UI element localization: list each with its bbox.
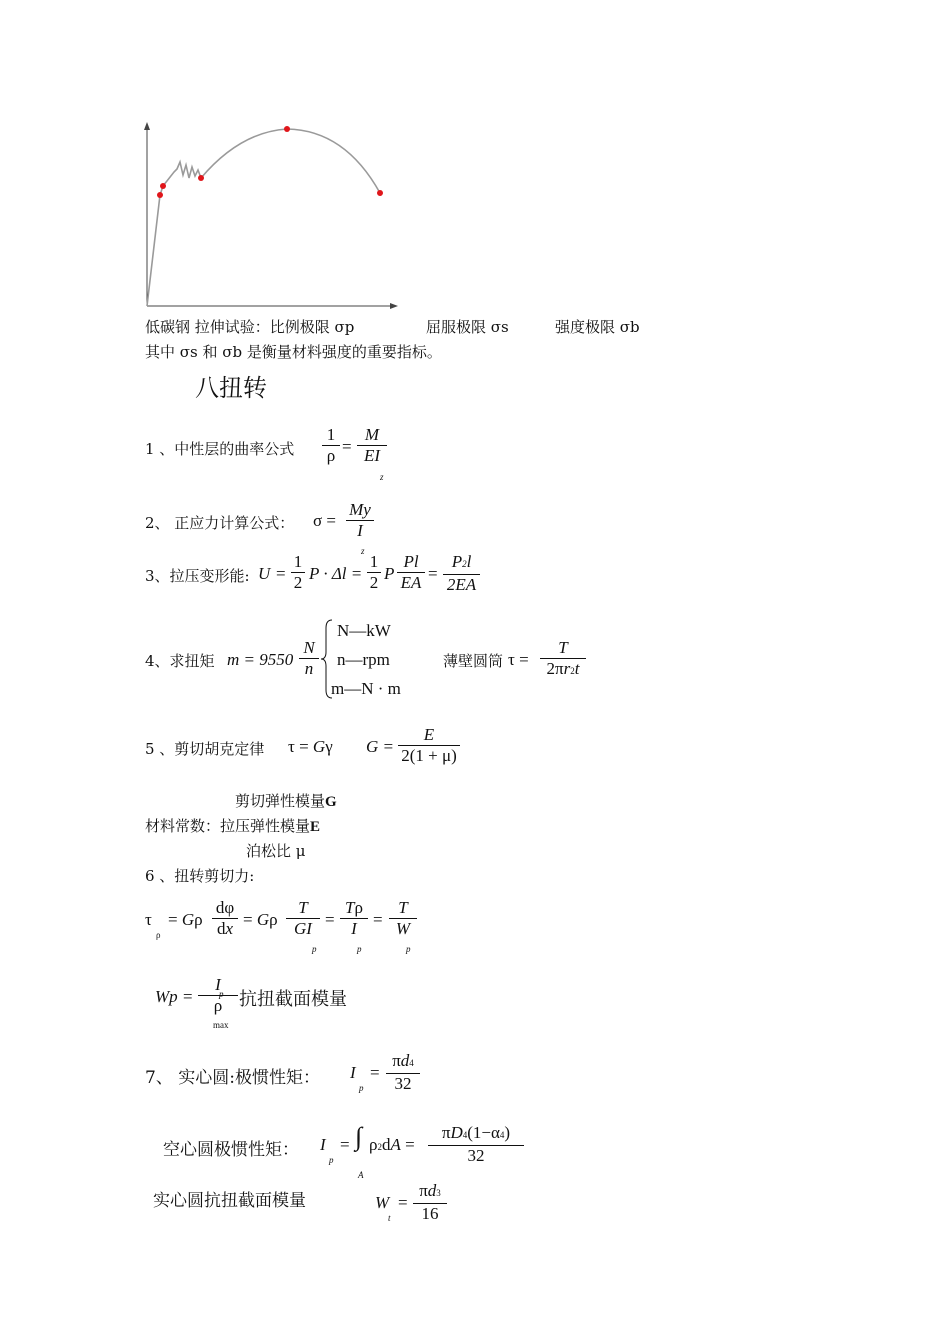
curve-caption-line2: 其中 σs 和 σb 是衡量材料强度的重要指标。 [145,343,442,361]
x-axis-arrow [390,303,398,309]
subscript-p4: p [219,989,224,999]
formula-Ip: I [350,1063,356,1082]
formula-Trho-I: Tρ I [340,898,368,939]
formula-eq7: = [370,1063,380,1082]
y-axis-arrow [144,122,150,130]
formula-U: U [258,564,271,583]
item1-label: 1 、中性层的曲率公式 [145,440,295,458]
formula-G-fraction: E 2(1 + μ) [398,725,460,766]
integral-sign: ∫ [355,1122,363,1151]
const-poisson: 泊松比 μ [246,842,306,860]
formula-equals: = [342,437,352,456]
fracture-point [377,190,383,196]
formula-eq8a: = [340,1135,350,1154]
formula-Ip2: I [320,1135,326,1154]
formula-solid-Wt: πd3 16 [413,1181,447,1224]
formula-Wp: Wp = [155,987,194,1006]
hollow-label: 空心圆极惯性矩： [163,1140,299,1160]
formula-p2l-2ea: P2l 2EA [443,552,480,595]
formula-eq6c: = [325,910,335,929]
subscript-max: max [213,1020,229,1030]
formula-eq3b: = [428,564,438,583]
formula-eq6b: = Gρ [243,910,278,929]
formula-dphi-dx: dφ dx [212,898,238,939]
formula-T-W: T W [389,898,417,939]
subscript-p1: p [312,944,317,954]
elastic-limit-point [160,183,166,189]
wp-label: 抗扭截面模量 [239,989,347,1010]
curve-caption-yield: 屈服极限 σs [426,318,509,336]
formula-half-b: 1 2 [367,552,381,593]
const-shear [235,792,337,811]
subscript-A: A [358,1170,364,1180]
formula-normal-stress: My I [346,500,374,541]
const-shear-label: 剪切弹性模量 [235,792,326,810]
formula-tau: τ = [508,650,529,669]
solid-modulus-label: 实心圆抗扭截面模量 [153,1191,306,1211]
yield-point [198,175,204,181]
formula-N-over-n: N n [299,638,319,679]
subscript-p6: p [329,1155,334,1165]
subscript-rho: ρ [156,930,161,940]
const-tension [145,817,320,836]
formula-tau-rho: τ [145,910,152,929]
subscript-p5: p [359,1083,364,1093]
item5-label: 5 、剪切胡克定律 [145,740,265,758]
subscript-z2: z [361,546,365,556]
formula-integrand: ρ2dA = [369,1135,415,1154]
subscript-p2: p [357,944,362,954]
formula-curvature-right: M EI [357,425,387,466]
formula-Wt: W [375,1193,390,1212]
formula-eq3a: = [276,564,286,583]
unit-rpm: n—rpm [337,650,390,669]
subscript-p3: p [406,944,411,954]
item2-label: 2、 正应力计算公式： [145,514,295,532]
section-heading: 八扭转 [195,374,267,402]
formula-eq6d: = [373,910,383,929]
formula-half-a: 1 2 [291,552,305,593]
formula-eq6a: = Gρ [168,910,203,929]
formula-hooke: τ = Gγ [288,737,333,756]
item4-label: 4、求扭矩 [145,652,215,670]
curve-caption-strength: 强度极限 σb [555,318,640,336]
unit-kw: N—kW [337,621,391,640]
formula-p-dl: P · Δl = [309,564,363,583]
formula-T-GI: T GI [286,898,320,939]
subscript-t: t [388,1213,391,1223]
formula-sigma: σ = [313,511,337,530]
formula-pl-ea: Pl EA [397,552,425,593]
formula-solid-Ip: πd4 32 [386,1051,420,1094]
unit-nm: m—N · m [331,679,401,698]
curve-line [147,129,380,306]
formula-G: G = [366,737,395,756]
const-tension-symbol: E [310,819,321,835]
curve-caption-line1: 低碳钢 拉伸试验：比例极限 σp [145,318,355,336]
proportional-limit-point [157,192,163,198]
formula-Ip-rho: I ρ [198,975,238,1016]
thin-tube-label: 薄壁圆筒 [443,652,504,670]
formula-curvature-left: 1 ρ [322,425,340,466]
const-tension-label: 材料常数：拉压弹性模量 [145,817,311,835]
formula-p: P [384,564,395,583]
item6-label: 6 、扭转剪切力: [145,867,255,885]
const-shear-symbol: G [325,794,337,810]
ultimate-strength-point [284,126,290,132]
formula-thin-tube: T 2πr2t [540,638,586,681]
stress-strain-curve [140,120,410,315]
subscript-z: z [380,472,384,482]
item3-label: 3、拉压变形能: [145,567,250,585]
formula-m-9550: m = 9550 [227,650,294,669]
formula-hollow-Ip: πD4(1−α4) 32 [428,1123,524,1166]
item7-label: 7、 实心圆:极惯性矩： [145,1068,320,1088]
formula-eq9: = [398,1193,408,1212]
